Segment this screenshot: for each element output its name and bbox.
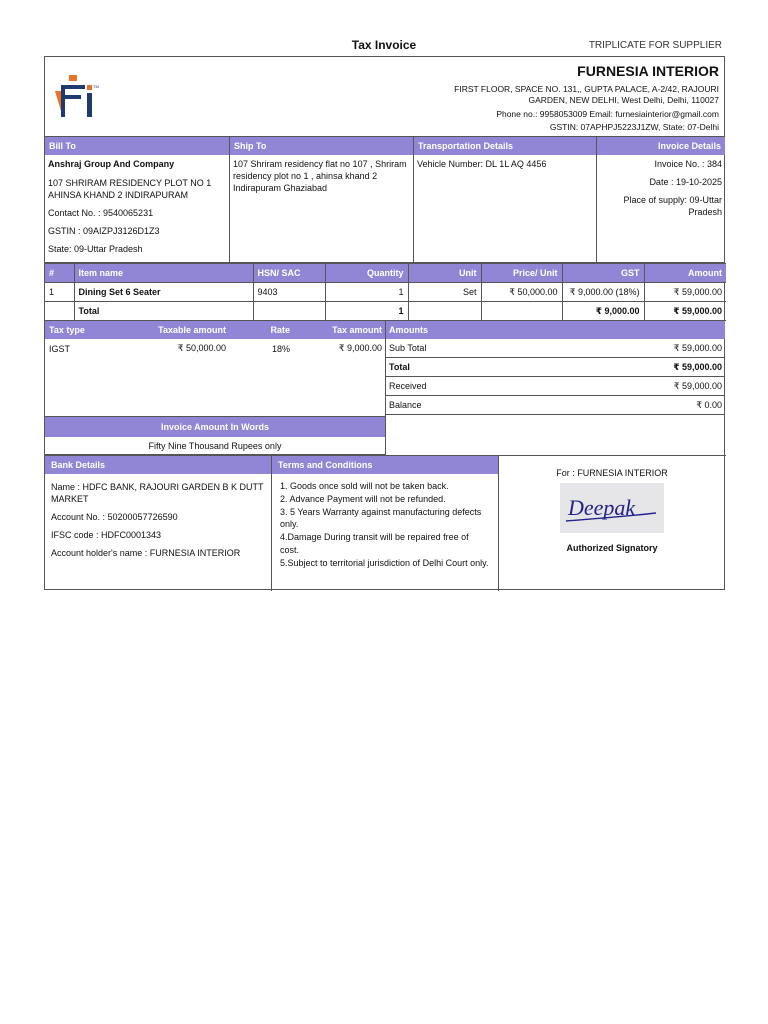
tax-col-taxable: Taxable amount <box>158 325 226 335</box>
tax-rate: 18% <box>271 343 290 354</box>
term-item: 2. Advance Payment will not be refunded. <box>280 493 446 504</box>
bill-to-gstin: GSTIN : 09AIZPJ3126D1Z3 <box>48 226 160 236</box>
company-gstin: GSTIN: 07APHPJ5223J1ZW, State: 07-Delhi <box>549 122 719 132</box>
company-contact: Phone no.: 9958053009 Email: furnesiainterior@gmail.com <box>496 109 719 119</box>
amounts-summary <box>386 321 725 415</box>
total-gst: ₹ 9,000.00 <box>562 302 644 321</box>
signature-block <box>499 456 725 591</box>
invoice-details-column <box>597 137 725 262</box>
bill-to-contact: Contact No. : 9540065231 <box>48 208 154 218</box>
invoice-details-header: Invoice Details <box>597 137 725 155</box>
vehicle-number: Vehicle Number: DL 1L AQ 4456 <box>417 159 547 169</box>
words-value: Fifty Nine Thousand Rupees only <box>148 441 282 451</box>
bank-header: Bank Details <box>45 456 271 474</box>
amount-in-words <box>45 416 386 455</box>
items-total-row <box>45 302 726 321</box>
row-item-name: Dining Set 6 Seater <box>74 283 253 302</box>
bank-details <box>45 456 272 591</box>
row-index: 1 <box>45 283 74 302</box>
bill-to-state: State: 09-Uttar Pradesh <box>48 244 143 254</box>
bill-to-name: Anshraj Group And Company <box>48 159 175 169</box>
row-amount: ₹ 59,000.00 <box>644 283 726 302</box>
bank-name: Name : HDFC BANK, RAJOURI GARDEN B K DUTT MARKET <box>51 482 264 504</box>
total-quantity: 1 <box>325 302 408 321</box>
received-value: ₹ 59,000.00 <box>673 381 722 391</box>
invoice-header <box>45 57 724 137</box>
terms-and-conditions <box>272 456 499 591</box>
balance-value: ₹ 0.00 <box>696 400 722 410</box>
col-hsn: HSN/ SAC <box>253 264 325 283</box>
transport-header: Transportation Details <box>414 137 596 155</box>
signature-image <box>560 483 664 533</box>
row-price: ₹ 50,000.00 <box>481 283 562 302</box>
tax-col-type: Tax type <box>49 325 85 335</box>
total-label: Total <box>74 302 253 321</box>
tax-row <box>45 339 385 358</box>
bill-to-column <box>45 137 230 262</box>
tax-amount: ₹ 9,000.00 <box>338 343 382 353</box>
items-table <box>45 263 726 321</box>
signature-for: For : FURNESIA INTERIOR <box>556 468 668 478</box>
invoice-sheet <box>44 56 725 590</box>
grand-total-value: ₹ 59,000.00 <box>673 362 722 372</box>
document-title: Tax Invoice <box>351 38 417 52</box>
invoice-number: Invoice No. : 384 <box>654 159 722 169</box>
company-logo-icon <box>51 71 103 123</box>
svg-text:TM: TM <box>93 84 99 89</box>
received-row: Received ₹ 59,000.00 <box>386 377 725 396</box>
sub-total-row: Sub Total ₹ 59,000.00 <box>386 339 725 358</box>
bank-account: Account No. : 50200057726590 <box>51 512 178 522</box>
tax-col-rate: Rate <box>270 325 290 335</box>
svg-text:Deepak: Deepak <box>568 495 636 520</box>
term-item: 4.Damage During transit will be repaired free of cost. <box>280 532 469 555</box>
company-address-line1: FIRST FLOOR, SPACE NO. 131,, GUPTA PALACE, A-2/42, RAJOURI <box>454 84 719 94</box>
term-item: 5.Subject to territorial jurisdiction of Delhi Court only. <box>280 557 489 568</box>
row-gst: ₹ 9,000.00 (18%) <box>562 283 644 302</box>
transport-column <box>414 137 597 262</box>
row-unit: Set <box>408 283 481 302</box>
tax-type: IGST <box>49 343 71 354</box>
col-amount: Amount <box>644 264 726 283</box>
invoice-date: Date : 19-10-2025 <box>649 177 722 187</box>
company-info <box>419 63 719 133</box>
amounts-header: Amounts <box>386 321 725 339</box>
signature-icon <box>560 483 664 533</box>
copy-label: TRIPLICATE FOR SUPPLIER <box>588 40 722 51</box>
place-of-supply: Place of supply: 09-Uttar Pradesh <box>623 195 722 217</box>
items-header-row <box>45 264 726 283</box>
tax-col-amount: Tax amount <box>332 325 382 335</box>
footer-section <box>45 455 726 591</box>
col-item-name: Item name <box>74 264 253 283</box>
total-amount: ₹ 59,000.00 <box>644 302 726 321</box>
col-price: Price/ Unit <box>481 264 562 283</box>
company-name: FURNESIA INTERIOR <box>577 63 719 79</box>
bill-to-header: Bill To <box>45 137 229 155</box>
bank-ifsc: IFSC code : HDFC0001343 <box>51 530 162 540</box>
col-quantity: Quantity <box>325 264 408 283</box>
bill-to-address: 107 SHRIRAM RESIDENCY PLOT NO 1 AHINSA KHAND 2 INDIRAPURAM <box>48 178 212 200</box>
table-row <box>45 283 726 302</box>
company-address-line2: GARDEN, NEW DELHI, West Delhi, Delhi, 110027 <box>528 95 719 105</box>
col-unit: Unit <box>408 264 481 283</box>
ship-to-address: 107 Shriram residency flat no 107 , Shriram residency plot no 1 , ahinsa khand 2 Indirapuram Ghaziabad <box>233 159 407 193</box>
row-hsn: 9403 <box>253 283 325 302</box>
tax-header-row <box>45 321 385 339</box>
term-item: 3. 5 Years Warranty against manufacturing defects only. <box>280 506 482 530</box>
row-quantity: 1 <box>325 283 408 302</box>
terms-header: Terms and Conditions <box>272 456 498 474</box>
grand-total-row: Total ₹ 59,000.00 <box>386 358 725 377</box>
balance-row: Balance ₹ 0.00 <box>386 396 725 415</box>
authorized-signatory-label: Authorized Signatory <box>566 543 658 553</box>
col-index: # <box>45 264 74 283</box>
bank-holder: Account holder's name : FURNESIA INTERIOR <box>51 548 241 558</box>
term-item: 1. Goods once sold will not be taken back. <box>280 481 449 491</box>
words-header: Invoice Amount In Words <box>45 417 385 437</box>
tax-taxable: ₹ 50,000.00 <box>177 343 226 353</box>
sub-total-value: ₹ 59,000.00 <box>673 343 722 353</box>
col-gst: GST <box>562 264 644 283</box>
party-details-section <box>45 137 724 263</box>
ship-to-column <box>230 137 414 262</box>
tax-summary <box>45 321 386 416</box>
ship-to-header: Ship To <box>230 137 413 155</box>
